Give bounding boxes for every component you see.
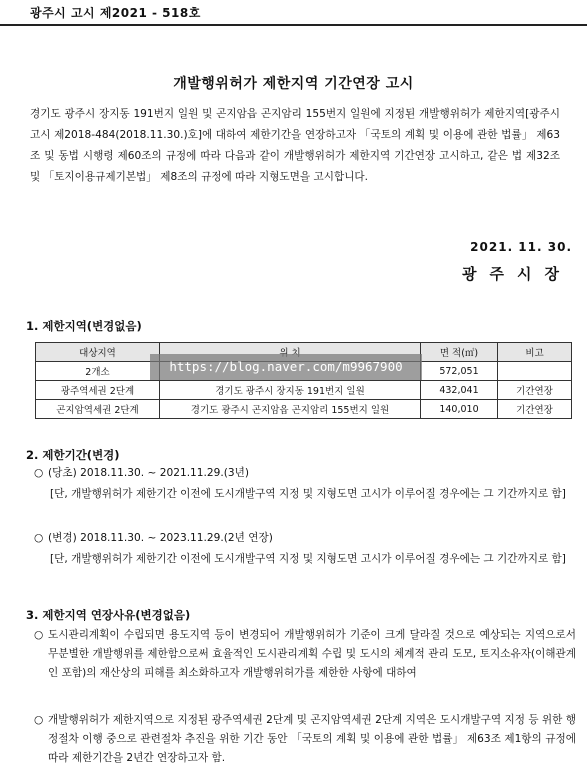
table-cell: 경기도 광주시 곤지암읍 곤지암리 155번지 일원: [160, 400, 421, 419]
col-header-area: 면 적(㎡): [421, 343, 498, 362]
reason-2-text: 개발행위허가 제한지역으로 지정된 광주역세권 2단계 및 곤지암역세권 2단계 지역은 도시개발구역 지정 등 위한 행정절차 이행 중으로 관련절차 추진을 위한 기간 동안 「국토의 계획 및 이용에 관한 법률」 제63조 제1항의 규정에 따라 제한기간을 2년간 연장하고자 함.: [48, 714, 576, 764]
watermark-overlay: https://blog.naver.com/m9967900: [150, 354, 422, 380]
col-header-remarks: 비고: [498, 343, 572, 362]
notice-title: 개발행위허가 제한지역 기간연장 고시: [173, 76, 414, 92]
reason-1: [34, 626, 576, 683]
period-original-text: (당초) 2018.11.30. ~ 2021.11.29.(3년): [48, 467, 249, 479]
notice-date: 2021. 11. 30.: [470, 240, 572, 254]
document-number: 광주시 고시 제2021 - 518호: [30, 6, 201, 20]
table-cell: 광주역세권 2단계: [36, 381, 160, 400]
table-cell: 572,051: [421, 362, 498, 381]
bullet-circle: ○: [34, 467, 44, 479]
bullet-circle: ○: [34, 629, 44, 641]
table-cell: 2개소: [36, 362, 160, 381]
section-3-title: 3. 제한지역 연장사유(변경없음): [26, 608, 191, 622]
reason-1-text: 도시관리계획이 수립되면 용도지역 등이 변경되어 개발행위허가 기준이 크게 달라질 것으로 예상되는 지역으로서 무분별한 개발행위를 제한함으로써 효율적인 도시관리계획 수립 및 도시의 체계적 관리 도모, 토지소유자(이해관계인 포함)의 재산상의 피해를 최소화하고자 개발행위허가를 제한한 사항에 대하여: [48, 629, 576, 679]
reason-2: [34, 711, 576, 768]
table-cell: [498, 362, 572, 381]
period-changed-text: (변경) 2018.11.30. ~ 2023.11.29.(2년 연장): [48, 532, 273, 544]
period-original-note: [단, 개발행위허가 제한기간 이전에 도시개발구역 지정 및 지형도면 고시가 이루어질 경우에는 그 기간까지로 함]: [50, 488, 566, 500]
bullet-circle: ○: [34, 532, 44, 544]
table-cell: 곤지암역세권 2단계: [36, 400, 160, 419]
period-changed: [34, 528, 574, 570]
table-cell: 기간연장: [498, 381, 572, 400]
notice-intro: 경기도 광주시 장지동 191번지 일원 및 곤지암읍 곤지암리 155번지 일원에 지정된 개발행위허가 제한지역[광주시 고시 제2018-484(2018.11.30.)호]에 대하여 제한기간을 연장하고자 「국토의 계획 및 이용에 관한 법률」 제63조 및 동법 시행령 제60조의 규정에 따라 다음과 같이 개발행위허가 제한지역 기간연장 고시하고, 같은 법 제32조 및 「토지이용규제기본법」 제8조의 규정에 따라 지형도면을 고시합니다.: [30, 108, 560, 183]
table-cell: 140,010: [421, 400, 498, 419]
table-cell: 기간연장: [498, 400, 572, 419]
period-original: [34, 463, 574, 505]
section-1-title: 1. 제한지역(변경없음): [26, 319, 142, 333]
table-cell: 432,041: [421, 381, 498, 400]
bullet-circle: ○: [34, 714, 44, 726]
period-changed-note: [단, 개발행위허가 제한기간 이전에 도시개발구역 지정 및 지형도면 고시가 이루어질 경우에는 그 기간까지로 함]: [50, 553, 566, 565]
table-row: [36, 400, 572, 419]
header-rule: [0, 24, 587, 26]
issuing-authority: 광주시장: [462, 265, 572, 283]
col-header-target: 대상지역: [36, 343, 160, 362]
section-2-title: 2. 제한기간(변경): [26, 448, 120, 462]
table-cell: 경기도 광주시 장지동 191번지 일원: [160, 381, 421, 400]
table-row: [36, 381, 572, 400]
